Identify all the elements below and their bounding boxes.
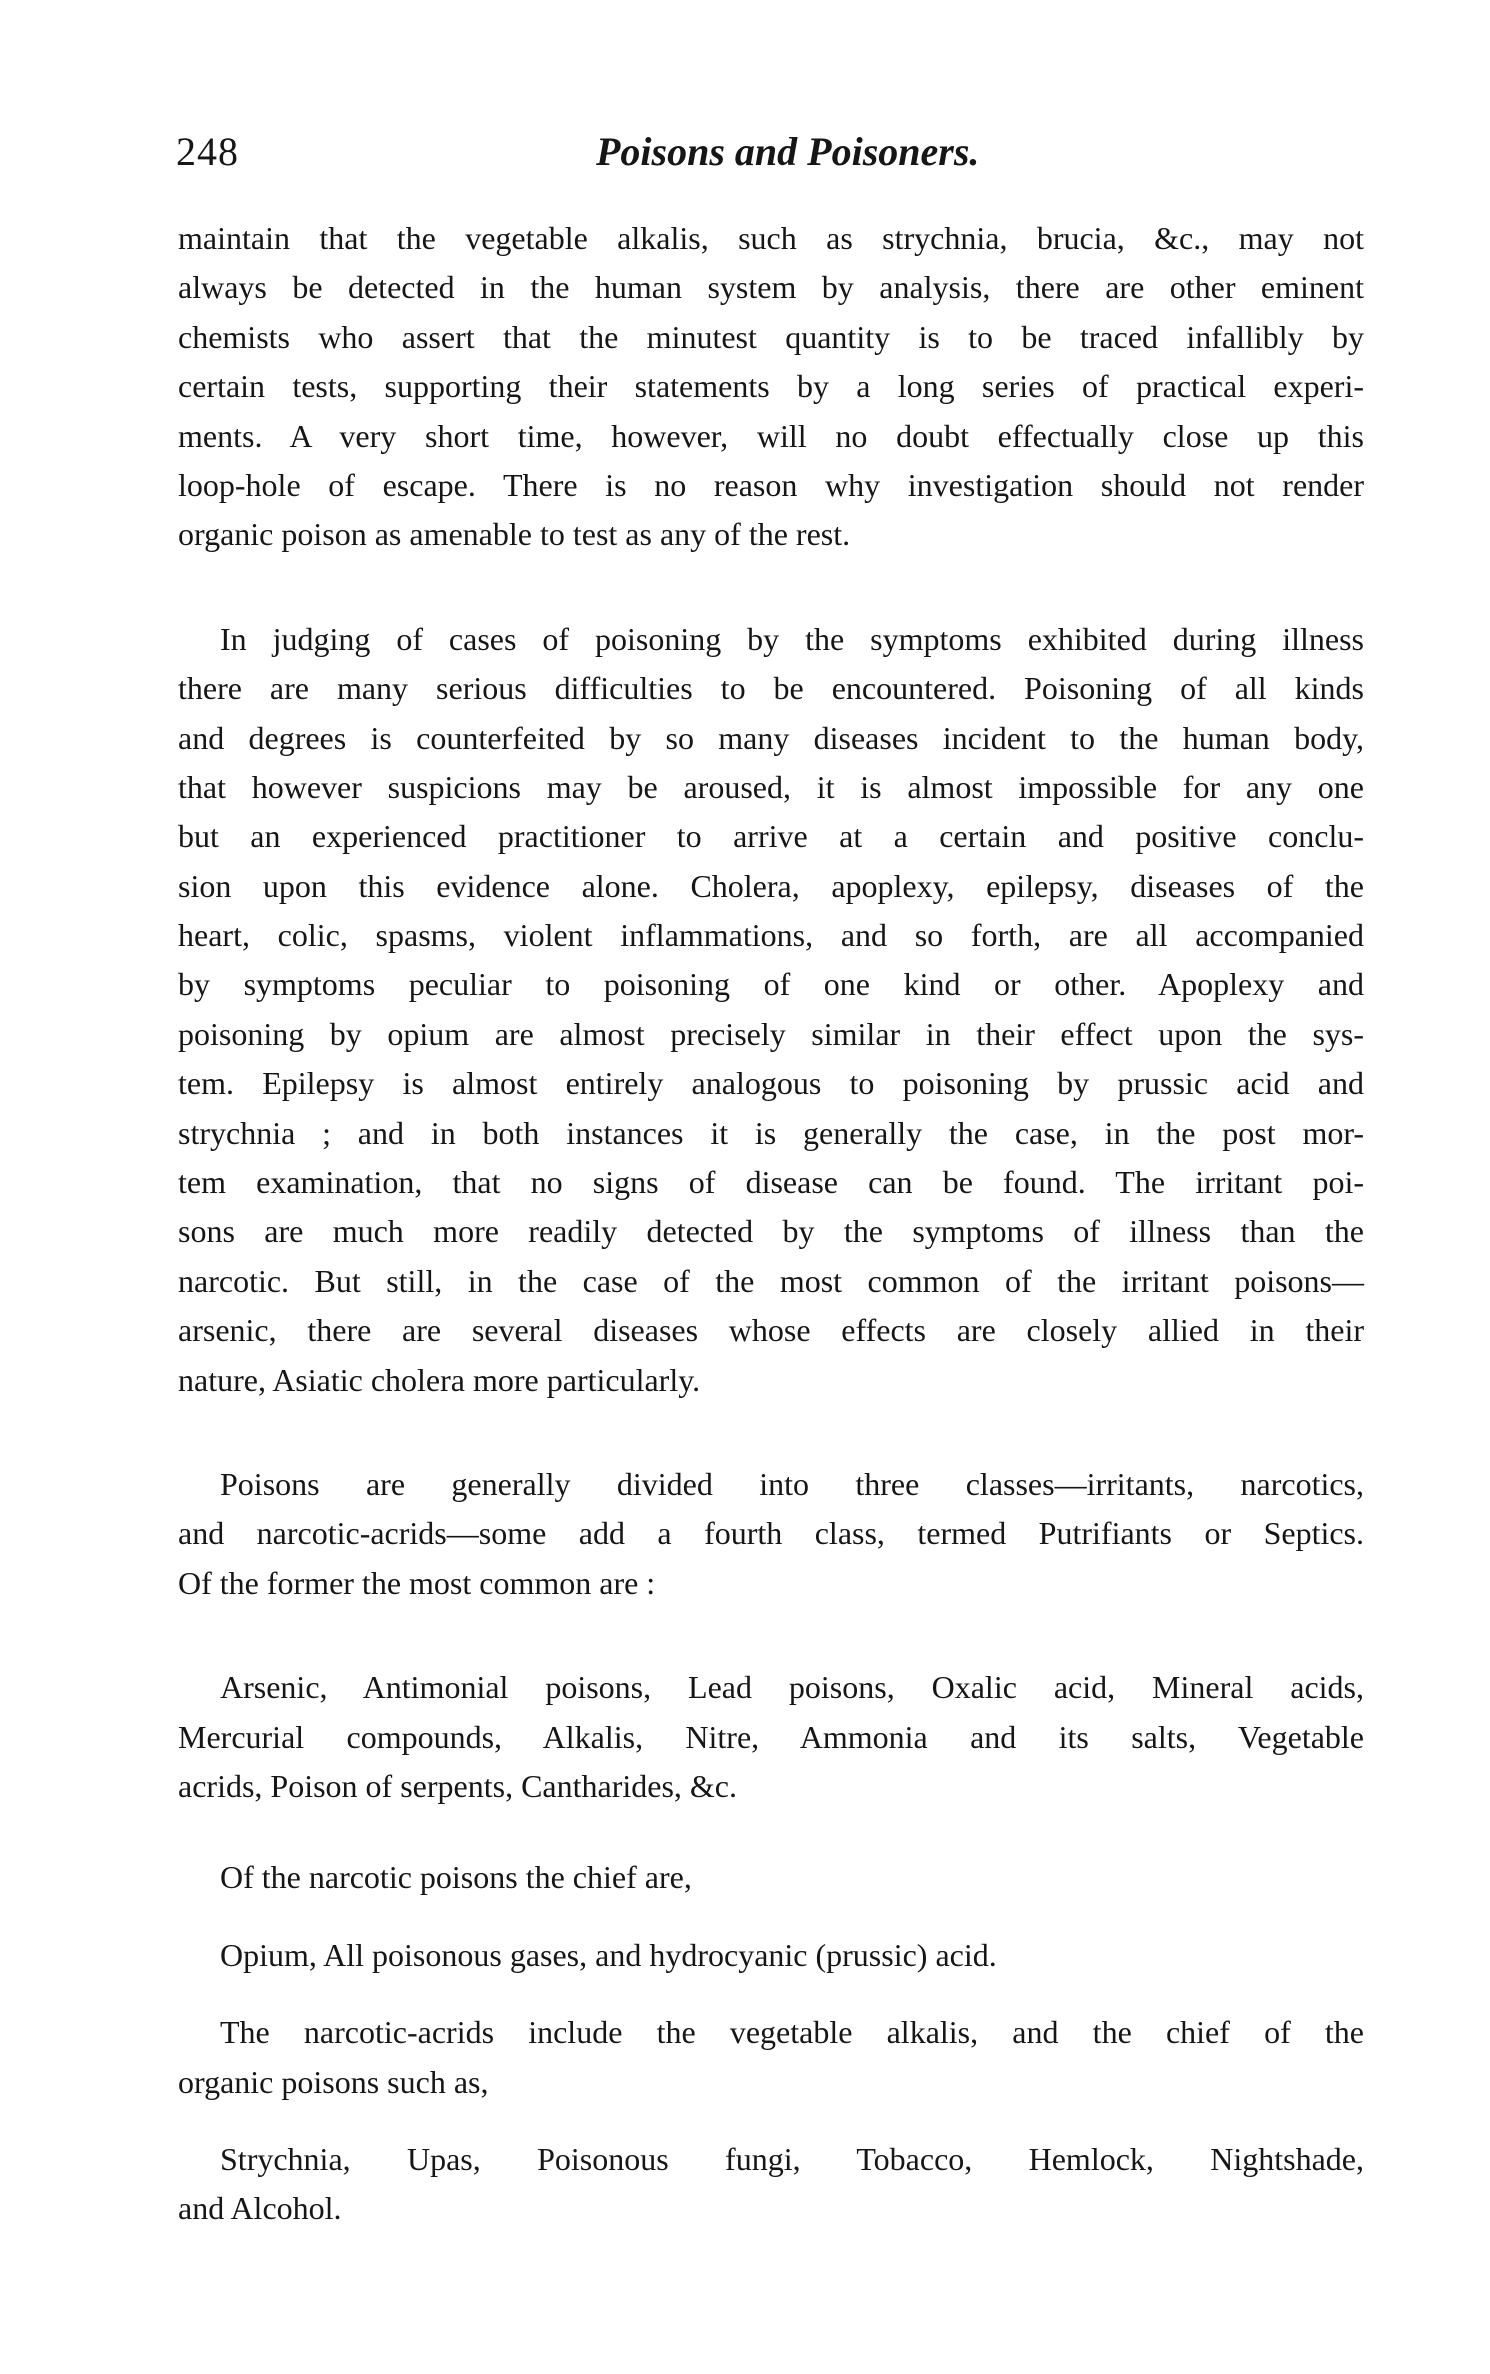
paragraph-2 — [178, 615, 1364, 1405]
text-line: certain tests, supporting their statements by a long series of practical experi- — [178, 368, 1364, 405]
text-line: organic poisons such as, — [178, 2063, 489, 2100]
paragraph-narcotic-acrids — [178, 2008, 1364, 2107]
text-line: by symptoms peculiar to poisoning of one kind or other. Apoplexy and — [178, 966, 1364, 1003]
text-line: there are many serious difficulties to be encountered. Poisoning of all kinds — [178, 670, 1364, 707]
text-line: nature, Asiatic cholera more particularly. — [178, 1361, 701, 1398]
text-line: In judging of cases of poisoning by the symptoms exhibited during illness — [220, 620, 1364, 657]
text-line: chemists who assert that the minutest quantity is to be traced infallibly by — [178, 318, 1364, 355]
text-line: Arsenic, Antimonial poisons, Lead poisons, Oxalic acid, Mineral acids, — [220, 1669, 1364, 1706]
text-line: ments. A very short time, however, will no doubt effectually close up this — [178, 417, 1364, 454]
text-line: Mercurial compounds, Alkalis, Nitre, Ammonia and its salts, Vegetable — [178, 1718, 1364, 1755]
text-line: sion upon this evidence alone. Cholera, apoplexy, epilepsy, diseases of the — [178, 867, 1364, 904]
text-line: narcotic. But still, in the case of the most common of the irritant poisons— — [178, 1262, 1364, 1299]
irritant-poisons-list — [178, 1663, 1364, 1811]
paragraph-narcotic-intro — [178, 1853, 1364, 1902]
text-line: always be detected in the human system by analysis, there are other eminent — [178, 269, 1364, 306]
text-line: organic poison as amenable to test as any of the rest. — [178, 516, 851, 553]
narcotic-poisons-list — [178, 1931, 1364, 1980]
text-line: Opium, All poisonous gases, and hydrocyanic (prussic) acid. — [220, 1936, 997, 1973]
page-body — [178, 214, 1364, 2234]
text-line: and Alcohol. — [178, 2190, 342, 2227]
text-line: but an experienced practitioner to arrive at a certain and positive conclu- — [178, 818, 1364, 855]
text-line: Of the former the most common are : — [178, 1564, 656, 1601]
text-line: heart, colic, spasms, violent inflammations, and so forth, are all accompanied — [178, 917, 1364, 954]
running-title: Poisons and Poisoners. — [596, 129, 980, 174]
narcotic-acrids-list — [178, 2135, 1364, 2234]
text-line: tem. Epilepsy is almost entirely analogous to poisoning by prussic acid and — [178, 1065, 1364, 1102]
paragraph-3 — [178, 1460, 1364, 1608]
text-line: poisoning by opium are almost precisely similar in their effect upon the sys- — [178, 1015, 1364, 1052]
text-line: Strychnia, Upas, Poisonous fungi, Tobacco, Hemlock, Nightshade, — [220, 2140, 1364, 2177]
text-line: Poisons are generally divided into three classes—irritants, narcotics, — [220, 1465, 1364, 1502]
text-line: arsenic, there are several diseases whose effects are closely allied in their — [178, 1312, 1364, 1349]
text-line: and narcotic-acrids—some add a fourth class, termed Putrifiants or Septics. — [178, 1515, 1364, 1552]
text-line: strychnia ; and in both instances it is generally the case, in the post mor- — [178, 1114, 1364, 1151]
text-line: Of the narcotic poisons the chief are, — [220, 1859, 692, 1896]
text-line: acrids, Poison of serpents, Cantharides, &c. — [178, 1767, 737, 1804]
text-line: that however suspicions may be aroused, it is almost impossible for any one — [178, 768, 1364, 805]
text-line: maintain that the vegetable alkalis, such as strychnia, brucia, &c., may not — [178, 220, 1364, 256]
text-line: and degrees is counterfeited by so many diseases incident to the human body, — [178, 719, 1364, 756]
text-line: sons are much more readily detected by the symptoms of illness than the — [178, 1213, 1364, 1250]
text-line: tem examination, that no signs of disease can be found. The irritant poi- — [178, 1164, 1364, 1201]
paragraph-1 — [178, 214, 1364, 560]
text-line: The narcotic-acrids include the vegetable alkalis, and the chief of the — [220, 2014, 1364, 2051]
text-line: loop-hole of escape. There is no reason why investigation should not render — [178, 466, 1364, 503]
page-header — [176, 128, 1362, 188]
page-number: 248 — [176, 129, 239, 174]
